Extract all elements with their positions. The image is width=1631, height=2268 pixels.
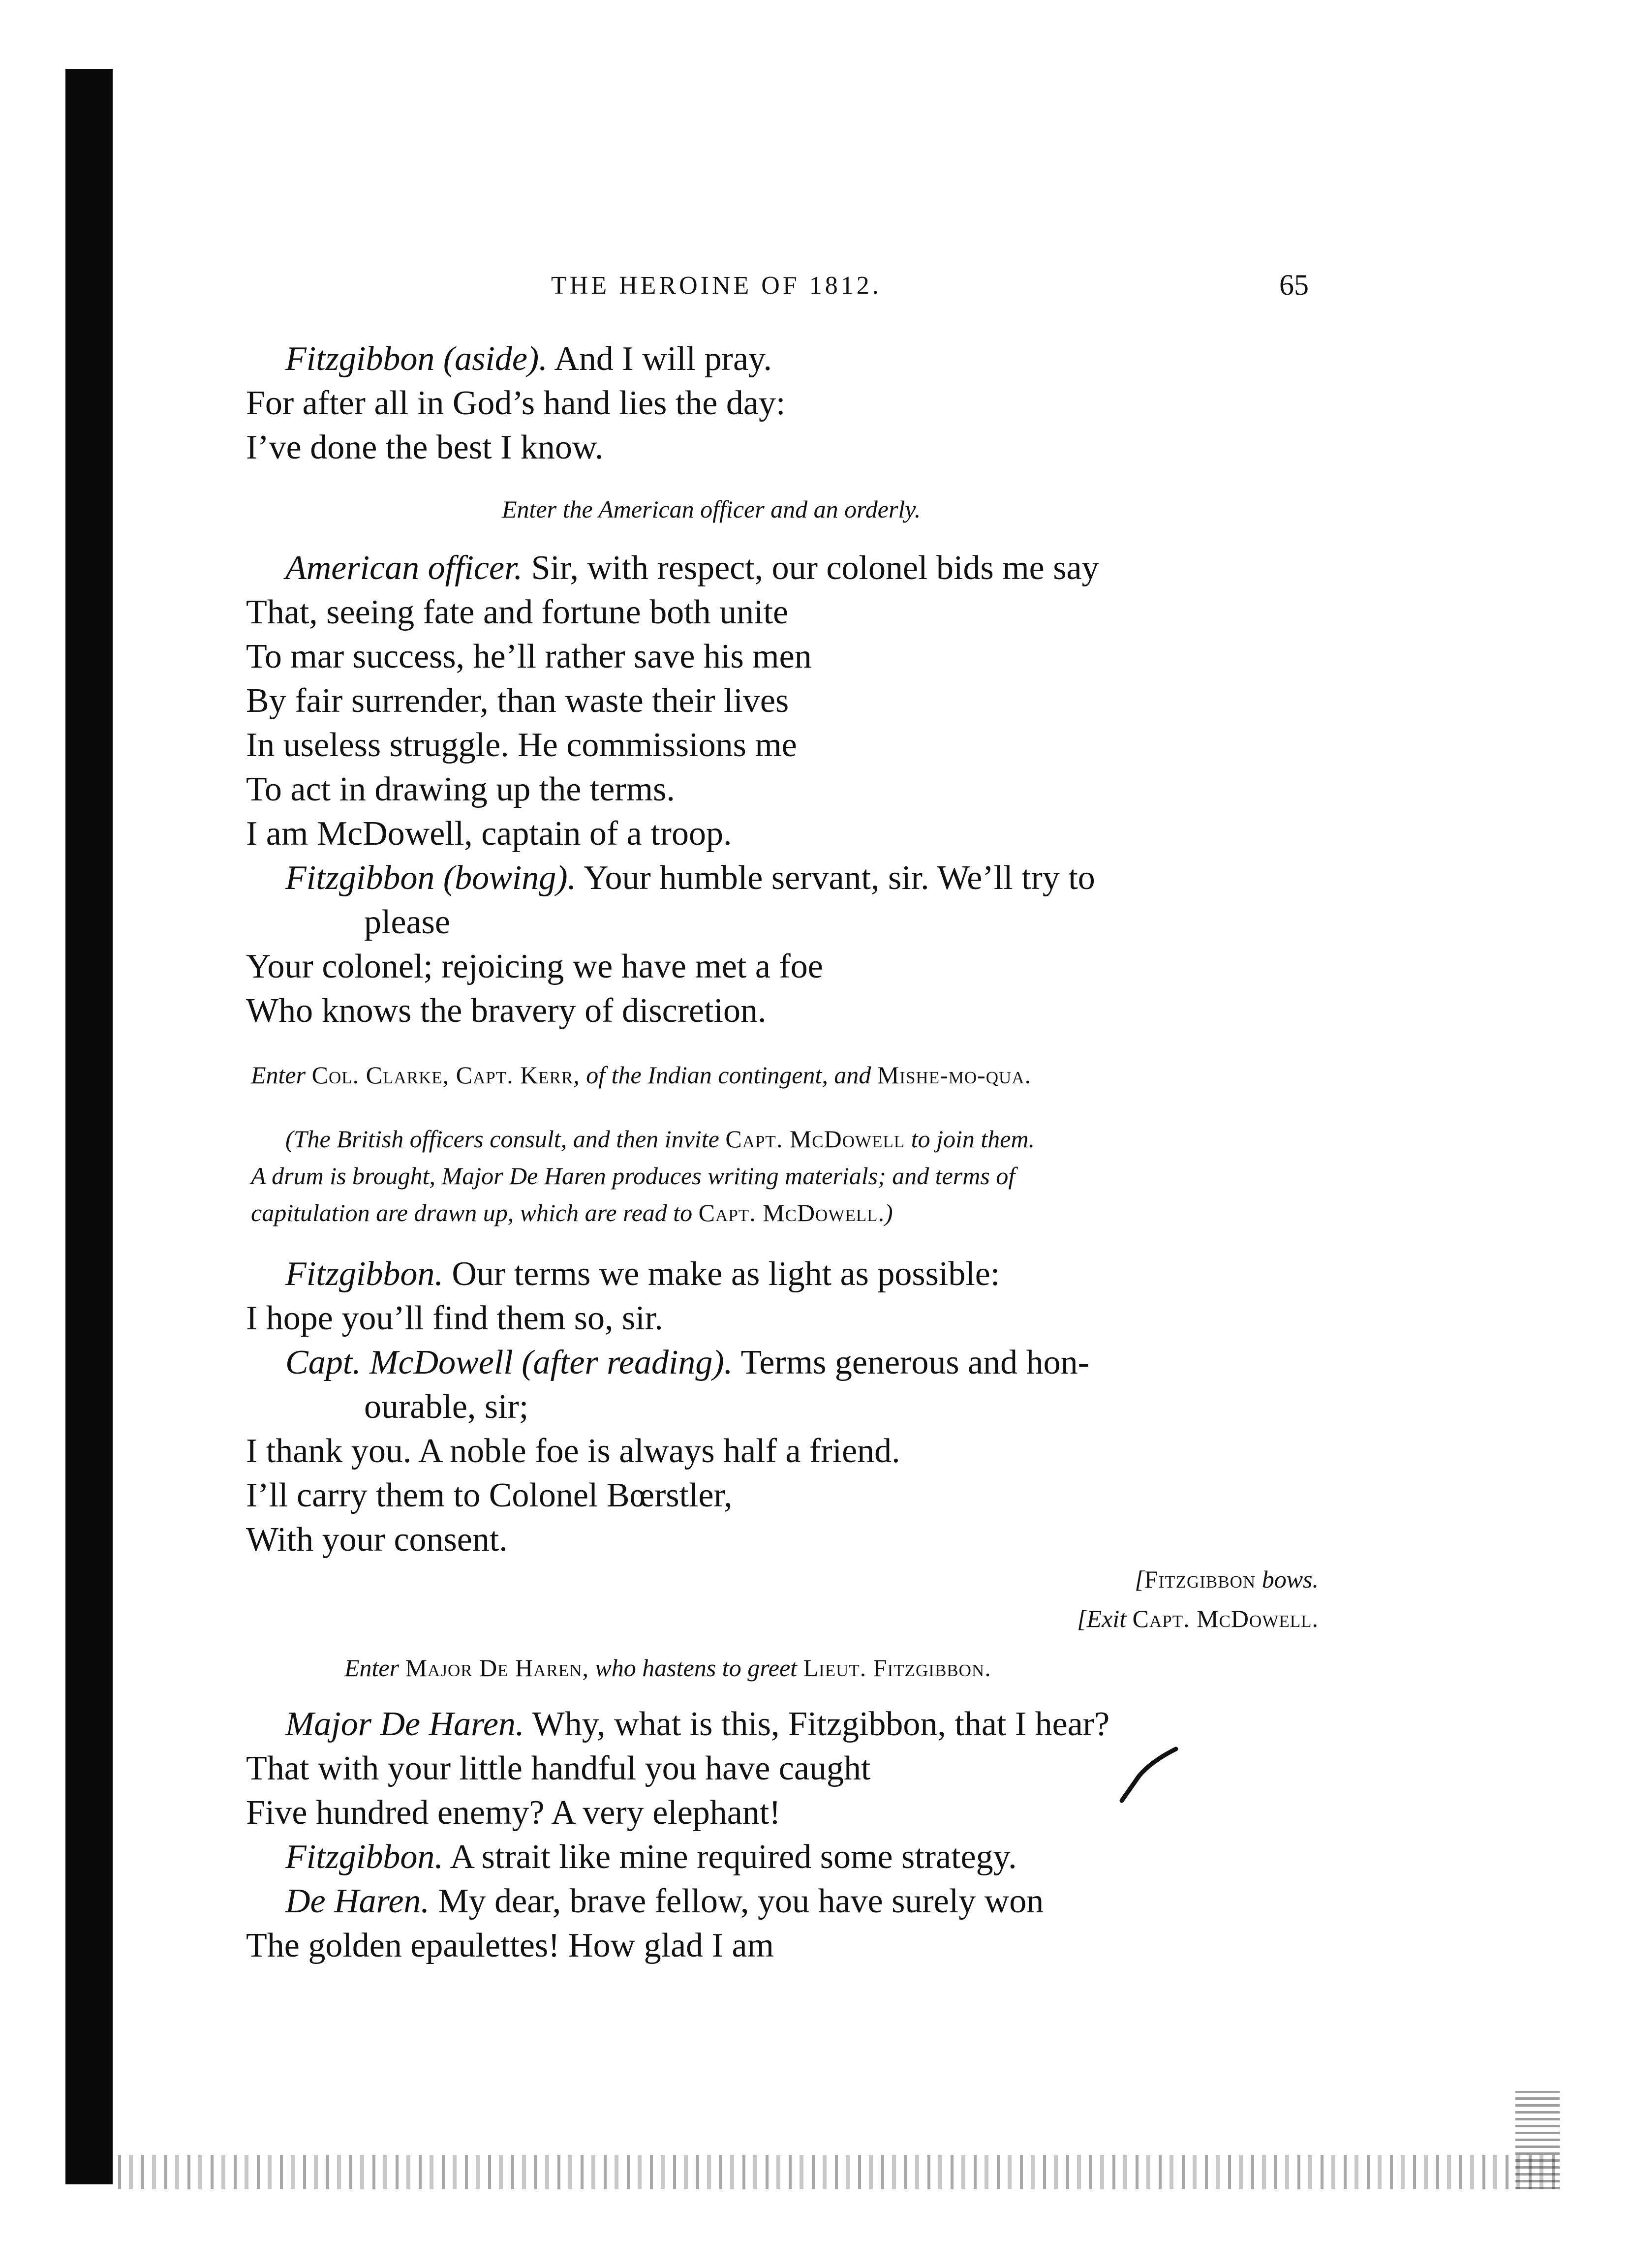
direction-text: (The British officers consult, and then invite xyxy=(285,1125,719,1153)
speaker-name: Fitzgibbon (aside). xyxy=(285,340,548,378)
verse-line: With your consent. xyxy=(246,1521,508,1559)
scan-binding-edge xyxy=(65,69,113,2184)
verse-line: That, seeing fate and fortune both unite xyxy=(246,593,789,631)
speaker-name: Major De Haren. xyxy=(285,1705,524,1743)
verse-line: Who knows the bravery of discretion. xyxy=(246,992,767,1030)
direction-names: Capt. McDowell. xyxy=(698,1199,885,1226)
verse-line: To act in drawing up the terms. xyxy=(246,770,675,808)
direction-names: Major De Haren, xyxy=(405,1654,589,1682)
verse-line xyxy=(285,1884,1044,1919)
speech-text: Sir, with respect, our colonel bids me say xyxy=(523,549,1099,587)
speech-text: Terms generous and hon- xyxy=(733,1344,1089,1381)
stage-direction xyxy=(344,1655,991,1680)
speech-text: Our terms we make as light as possible: xyxy=(443,1255,1000,1293)
direction-names: Col. Clarke, Capt. Kerr, xyxy=(311,1061,580,1089)
verse-line xyxy=(285,1840,1017,1874)
verse-line xyxy=(285,1257,1000,1291)
direction-names: Capt. McDowell xyxy=(725,1125,905,1153)
verse-line: That with your little handful you have caught xyxy=(246,1749,871,1787)
verse-line: I am McDowell, captain of a troop. xyxy=(246,815,732,853)
direction-text: Enter xyxy=(251,1061,306,1089)
stage-direction: A drum is brought, Major De Haren produces writing materials; and terms of xyxy=(251,1162,1016,1190)
stage-direction: Enter the American officer and an orderly. xyxy=(502,495,921,523)
page-header xyxy=(246,268,1319,307)
verse-line xyxy=(285,1707,1109,1742)
direction-names: Capt. McDowell. xyxy=(1132,1605,1319,1632)
stage-direction xyxy=(1135,1567,1319,1592)
scan-bottom-noise xyxy=(118,2155,1555,2189)
direction-names: Lieut. Fitzgibbon. xyxy=(803,1654,991,1682)
direction-text: to join them. xyxy=(911,1125,1035,1153)
speech-text: Your humble servant, sir. We’ll try to xyxy=(576,859,1095,897)
direction-text: Enter xyxy=(344,1654,400,1682)
verse-line xyxy=(285,342,772,376)
verse-line: I’ve done the best I know. xyxy=(246,429,604,466)
speech-text: A strait like mine required some strategy. xyxy=(443,1838,1017,1876)
verse-line: I thank you. A noble foe is always half a friend. xyxy=(246,1432,900,1470)
verse-line: In useless struggle. He commissions me xyxy=(246,726,797,764)
direction-text: ) xyxy=(885,1199,893,1226)
direction-text: who hastens to greet xyxy=(595,1654,798,1682)
pencil-check-mark xyxy=(1117,1742,1181,1806)
verse-line xyxy=(285,861,1095,895)
scan-corner-noise xyxy=(1515,2091,1560,2189)
direction-text: [Exit xyxy=(1077,1605,1127,1632)
verse-line: Five hundred enemy? A very elephant! xyxy=(246,1794,781,1832)
speaker-name: De Haren. xyxy=(285,1882,430,1920)
direction-text: of the Indian contingent, and xyxy=(586,1061,871,1089)
verse-line: I hope you’ll find them so, sir. xyxy=(246,1299,663,1337)
verse-line: For after all in God’s hand lies the day: xyxy=(246,384,786,422)
speaker-name: Capt. McDowell (after reading). xyxy=(285,1344,733,1381)
verse-line: Your colonel; rejoicing we have met a foe xyxy=(246,948,823,985)
speaker-name: Fitzgibbon. xyxy=(285,1255,443,1293)
speaker-name: Fitzgibbon (bowing). xyxy=(285,859,577,897)
verse-line: By fair surrender, than waste their lives xyxy=(246,682,789,720)
direction-names: Fitzgibbon xyxy=(1144,1565,1256,1593)
speech-text: And I will pray. xyxy=(547,340,772,378)
speech-text: My dear, brave fellow, you have surely won xyxy=(429,1882,1044,1920)
direction-text: bows. xyxy=(1262,1565,1319,1593)
direction-text: [ xyxy=(1135,1565,1144,1593)
verse-line: To mar success, he’ll rather save his men xyxy=(246,638,812,675)
direction-names: Mishe-mo-qua. xyxy=(877,1061,1032,1089)
running-title: THE HEROINE OF 1812. xyxy=(551,272,882,300)
verse-line: I’ll carry them to Colonel Bœrstler, xyxy=(246,1476,733,1514)
speaker-name: Fitzgibbon. xyxy=(285,1838,443,1876)
verse-line xyxy=(285,551,1099,585)
stage-direction xyxy=(285,1127,1035,1151)
stage-direction xyxy=(1077,1606,1319,1631)
verse-line: please xyxy=(364,903,450,941)
verse-line xyxy=(285,1346,1089,1380)
verse-line: The golden epaulettes! How glad I am xyxy=(246,1927,774,1964)
stage-direction xyxy=(251,1063,1031,1087)
direction-text: capitulation are drawn up, which are read to xyxy=(251,1199,693,1226)
speaker-name: American officer. xyxy=(285,549,523,587)
speech-text: Why, what is this, Fitzgibbon, that I hear? xyxy=(524,1705,1110,1743)
verse-line: ourable, sir; xyxy=(364,1388,529,1426)
page-number: 65 xyxy=(1279,269,1309,301)
stage-direction xyxy=(251,1200,893,1225)
